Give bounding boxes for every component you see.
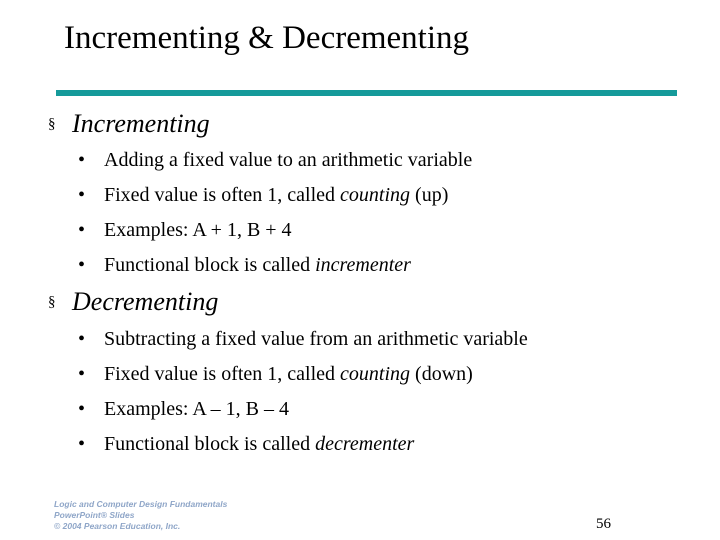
section-heading-text: Incrementing bbox=[72, 109, 210, 138]
list-item: • Fixed value is often 1, called counting (up) bbox=[0, 178, 472, 213]
list-item: • Subtracting a fixed value from an arithmetic variable bbox=[0, 322, 528, 357]
copyright-footer bbox=[54, 499, 227, 532]
incrementing-bullet-list bbox=[0, 143, 472, 283]
decrementing-bullet-list bbox=[0, 322, 528, 462]
list-item: • Functional block is called decrementer bbox=[0, 427, 528, 462]
list-item: • Functional block is called incrementer bbox=[0, 248, 472, 283]
list-item: • Fixed value is often 1, called counting (down) bbox=[0, 357, 528, 392]
section-heading-text: Decrementing bbox=[72, 287, 219, 316]
footer-line-slides: PowerPoint® Slides bbox=[54, 510, 135, 520]
slide-title: Incrementing & Decrementing bbox=[64, 20, 470, 56]
footer-line-book: Logic and Computer Design Fundamentals bbox=[54, 499, 228, 509]
page-number: 56 bbox=[596, 516, 611, 532]
section-bullet-icon: § bbox=[48, 116, 56, 132]
section-heading-decrementing bbox=[48, 287, 218, 317]
list-item: • Examples: A – 1, B – 4 bbox=[0, 392, 528, 427]
footer-line-copyright: © 2004 Pearson Education, Inc. bbox=[54, 521, 181, 531]
title-divider bbox=[56, 90, 677, 96]
section-heading-incrementing bbox=[48, 109, 210, 139]
section-bullet-icon: § bbox=[48, 294, 56, 310]
list-item: • Examples: A + 1, B + 4 bbox=[0, 213, 472, 248]
list-item: • Adding a fixed value to an arithmetic variable bbox=[0, 143, 472, 178]
